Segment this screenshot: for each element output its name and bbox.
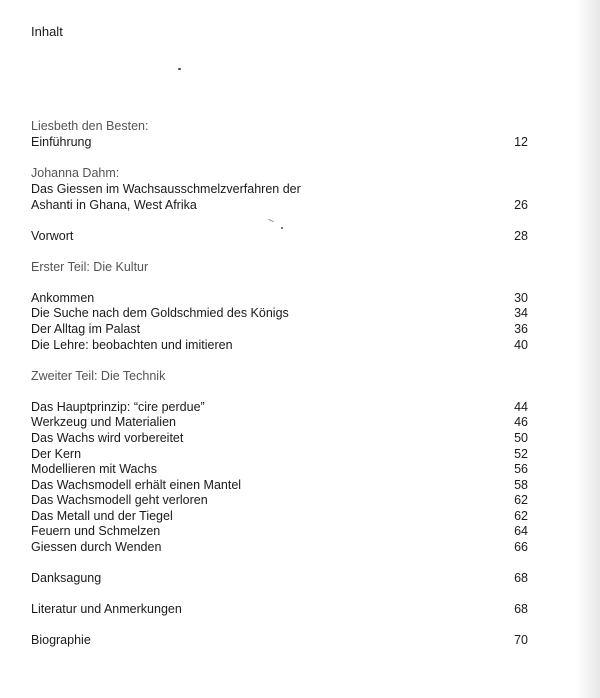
toc-entry-label: Das Wachsmodell geht verloren [31, 493, 208, 507]
toc-page-number: 36 [514, 322, 528, 336]
toc-entry [31, 414, 528, 430]
toc-entry [31, 290, 528, 306]
toc-page-number: 56 [514, 462, 528, 476]
toc-entry [31, 134, 528, 150]
toc-entry [31, 461, 528, 477]
toc-entry [31, 446, 528, 462]
toc-page-number: 30 [514, 291, 528, 305]
toc-page-number: 68 [514, 571, 528, 585]
toc-entry-label: Zweiter Teil: Die Technik [31, 369, 166, 383]
toc-author [31, 118, 528, 134]
toc-page-number: 70 [514, 633, 528, 647]
toc-entry [31, 181, 528, 197]
toc-page-number: 62 [514, 509, 528, 523]
toc-entry-label: Johanna Dahm: [31, 166, 120, 180]
toc-page-number: 50 [514, 431, 528, 445]
toc-entry-label: Literatur und Anmerkungen [31, 602, 182, 616]
toc-entry-label: Vorwort [31, 229, 74, 243]
toc-entry-label: Liesbeth den Besten: [31, 119, 149, 133]
toc-entry [31, 601, 528, 617]
toc-entry-label: Feuern und Schmelzen [31, 524, 161, 538]
toc-entry-label: Ankommen [31, 291, 95, 305]
toc-page-number: 28 [514, 229, 528, 243]
toc-page-number: 44 [514, 400, 528, 414]
toc-page-number: 26 [514, 198, 528, 212]
toc-entry [31, 570, 528, 586]
toc-entry [31, 337, 528, 353]
toc-page-number: 40 [514, 338, 528, 352]
toc-entry-label: Danksagung [31, 571, 102, 585]
toc-entry-label: Giessen durch Wenden [31, 540, 162, 554]
toc-page-number: 64 [514, 524, 528, 538]
toc-entry [31, 305, 528, 321]
toc-page-number: 52 [514, 447, 528, 461]
toc-entry-label: Die Lehre: beobachten und imitieren [31, 338, 233, 352]
toc-page-number: 62 [514, 493, 528, 507]
toc-entry [31, 399, 528, 415]
toc-part-heading [31, 259, 528, 275]
toc-entry-label: Einführung [31, 135, 92, 149]
toc-entry-label: Der Alltag im Palast [31, 322, 141, 336]
toc-entry [31, 321, 528, 337]
toc-entry-label: Das Giessen im Wachsausschmelzverfahren der [31, 182, 301, 196]
page-title: Inhalt [31, 24, 63, 39]
toc-part-heading [31, 368, 528, 384]
toc-entry-label: Modellieren mit Wachs [31, 462, 157, 476]
toc-page-number: 34 [514, 306, 528, 320]
scan-speck [268, 219, 274, 222]
toc-entry-label: Die Suche nach dem Goldschmied des Königs [31, 306, 289, 320]
toc-entry [31, 228, 528, 244]
toc-entry [31, 197, 528, 213]
toc-entry-label: Das Wachsmodell erhält einen Mantel [31, 478, 242, 492]
toc-entry-label: Ashanti in Ghana, West Afrika [31, 198, 197, 212]
toc-entry-label: Biographie [31, 633, 91, 647]
toc-entry [31, 430, 528, 446]
toc-entry [31, 492, 528, 508]
toc-author [31, 165, 528, 181]
toc-entry-label: Das Wachs wird vorbereitet [31, 431, 184, 445]
toc-entry [31, 632, 528, 648]
toc-entry [31, 477, 528, 493]
toc-entry-label: Erster Teil: Die Kultur [31, 260, 149, 274]
toc-page-number: 12 [514, 135, 528, 149]
toc-page-number: 68 [514, 602, 528, 616]
toc-page-number: 66 [514, 540, 528, 554]
toc-page-number: 46 [514, 415, 528, 429]
toc-entry-label: Der Kern [31, 447, 82, 461]
toc-entry [31, 539, 528, 555]
toc-page-number: 58 [514, 478, 528, 492]
toc-entry [31, 523, 528, 539]
toc-entry-label: Das Hauptprinzip: “cire perdue” [31, 400, 205, 414]
scan-speck [178, 68, 181, 70]
toc-entry-label: Werkzeug und Materialien [31, 415, 176, 429]
toc-entry-label: Das Metall und der Tiegel [31, 509, 173, 523]
toc-entry [31, 508, 528, 524]
